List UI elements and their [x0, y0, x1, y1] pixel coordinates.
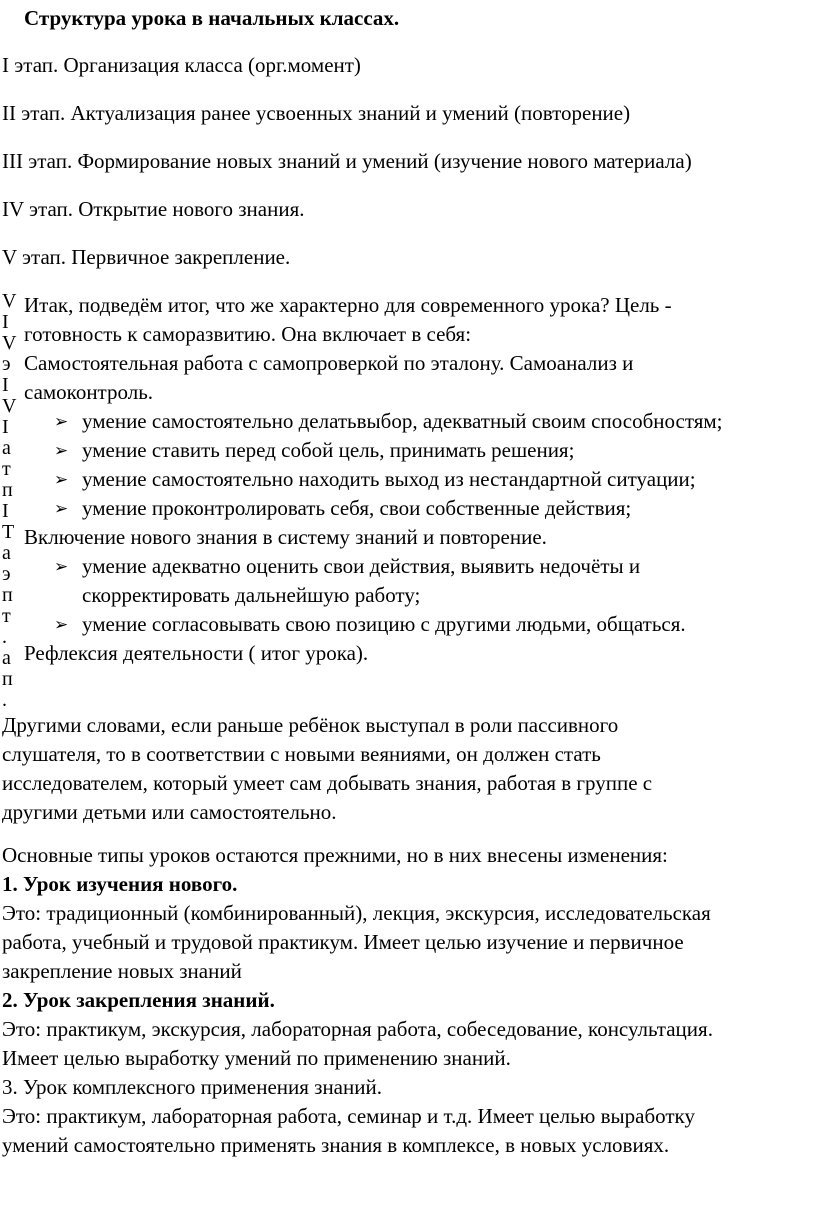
arrowhead-bullet-icon: ➢: [54, 499, 69, 518]
vertical-char: I: [2, 500, 9, 522]
vertical-char: Т: [2, 521, 15, 543]
vertical-char: .: [2, 626, 7, 648]
arrowhead-bullet-icon: ➢: [54, 412, 69, 431]
bullet-item: [24, 436, 808, 465]
type1-line: Это: традиционный (комбинированный), лекция, экскурсия, исследовательская: [2, 901, 711, 925]
bullet-item: [24, 407, 808, 436]
vertical-char: п: [2, 479, 13, 501]
paragraph-line: исследователем, который умеет сам добывать знания, работая в группе с: [2, 771, 653, 795]
bullet-item: [24, 465, 808, 494]
vertical-char: а: [2, 647, 11, 669]
bullet-text: умение адекватно оценить свои действия, выявить недочёты и: [82, 554, 641, 578]
stage-line: V этап. Первичное закрепление.: [2, 245, 291, 269]
types-intro: Основные типы уроков остаются прежними, но в них внесены изменения:: [2, 843, 668, 867]
vertical-char: а: [2, 437, 11, 459]
vertical-char: V: [2, 290, 17, 312]
paragraph-line: Другими словами, если раньше ребёнок выступал в роли пассивного: [2, 713, 619, 737]
arrowhead-bullet-icon: ➢: [54, 470, 69, 489]
type2-line: Имеет целью выработку умений по применению знаний.: [2, 1046, 511, 1070]
bullet-list: [24, 407, 808, 523]
vertical-char: V: [2, 332, 17, 354]
vertical-char: .: [2, 689, 7, 711]
bullet-text: умение ставить перед собой цель, принимать решения;: [82, 438, 575, 462]
middle-text: [20, 291, 808, 668]
vertical-char: I: [2, 374, 9, 396]
bullet-continuation: скорректировать дальнейшую работу;: [82, 583, 421, 607]
vertical-char: I: [2, 416, 9, 438]
vertical-char: п: [2, 584, 13, 606]
vertical-char: а: [2, 542, 11, 564]
type1-line: закрепление новых знаний: [2, 959, 242, 983]
type3-line: умений самостоятельно применять знания в комплексе, в новых условиях.: [2, 1133, 670, 1157]
stage-line: III этап. Формирование новых знаний и умений (изучение нового материала): [2, 149, 692, 173]
document-title: Структура урока в начальных классах.: [24, 6, 400, 30]
intro-line: готовность к саморазвитию. Она включает в себя:: [24, 322, 472, 346]
paragraph-line: другими детьми или самостоятельно.: [2, 800, 337, 824]
bullet-text: умение согласовывать свою позицию с другими людьми, общаться.: [82, 612, 686, 636]
type3-line: Это: практикум, лабораторная работа, семинар и т.д. Имеет целью выработку: [2, 1104, 695, 1128]
arrowhead-bullet-icon: ➢: [54, 557, 69, 576]
vertical-char: т: [2, 458, 11, 480]
vertical-char: э: [2, 563, 11, 585]
vertical-char: п: [2, 668, 13, 690]
vertical-char: V: [2, 395, 17, 417]
bullet-item: [24, 610, 808, 639]
stage-line: I этап. Организация класса (орг.момент): [2, 53, 361, 77]
type2-line: Это: практикум, экскурсия, лабораторная работа, собеседование, консультация.: [2, 1017, 713, 1041]
arrowhead-bullet-icon: ➢: [54, 441, 69, 460]
bullet-text: умение самостоятельно делатьвыбор, адекватный своим способностям;: [82, 409, 723, 433]
paragraph-line: слушателя, то в соответствии с новыми веяниями, он должен стать: [2, 742, 601, 766]
type1-line: работа, учебный и трудовой практикум. Имеет целью изучение и первичное: [2, 930, 684, 954]
bullet-item: [24, 494, 808, 523]
stage-line: II этап. Актуализация ранее усвоенных знаний и умений (повторение): [2, 101, 631, 125]
vertical-char: т: [2, 605, 11, 627]
overlay-reflection: Рефлексия деятельности ( итог урока).: [24, 641, 369, 665]
overlay-self-work: Самостоятельная работа с самопроверкой по эталону. Самоанализ и: [24, 351, 634, 375]
overlay-inclusion: Включение нового знания в систему знаний и повторение.: [24, 525, 547, 549]
type3-heading: 3. Урок комплексного применения знаний.: [2, 1075, 382, 1099]
type2-heading: 2. Урок закрепления знаний.: [2, 988, 275, 1012]
arrowhead-bullet-icon: ➢: [54, 615, 69, 634]
vertical-char: I: [2, 311, 9, 333]
intro-line: Итак, подведём итог, что же характерно для современного урока? Цель -: [24, 293, 672, 317]
stage-line: IV этап. Открытие нового знания.: [2, 197, 305, 221]
type1-heading: 1. Урок изучения нового.: [2, 872, 238, 896]
vertical-char: э: [2, 353, 11, 375]
overlay-self-control: самоконтроль.: [24, 380, 154, 404]
broken-vertical-stage-text: [2, 291, 20, 711]
bullet-item: [24, 552, 808, 581]
bullet-text: умение проконтролировать себя, свои собственные действия;: [82, 496, 632, 520]
bullet-list: [24, 552, 808, 639]
middle-section: [2, 291, 808, 711]
bullet-text: умение самостоятельно находить выход из нестандартной ситуации;: [82, 467, 696, 491]
